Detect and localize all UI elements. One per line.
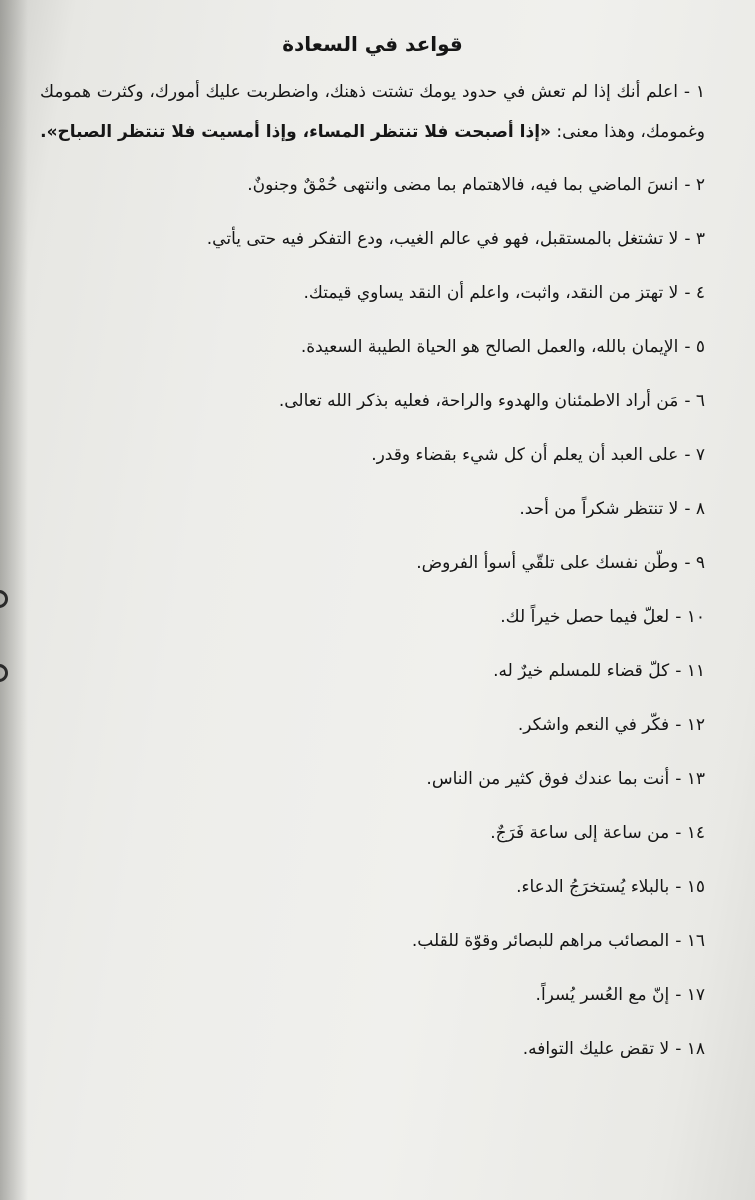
rule-quote: «إذا أصبحت فلا تنتظر المساء، وإذا أمسيت فلا تنتظر الصباح».: [40, 122, 551, 142]
rule-number: ٣ -: [684, 229, 705, 249]
rule-text: على العبد أن يعلم أن كل شيء بقضاء وقدر.: [371, 445, 679, 465]
rule-number: ٦ -: [684, 391, 705, 411]
rule-item: [40, 914, 705, 968]
rule-text: لا تنتظر شكراً من أحد.: [519, 499, 679, 519]
rule-number: ١٦ -: [675, 931, 705, 951]
rule-number: ١٨ -: [675, 1039, 705, 1059]
rule-item: [40, 320, 705, 374]
rule-text: لا تقض عليك التوافه.: [522, 1039, 670, 1059]
rule-item-1: [40, 72, 705, 152]
rules-list: [40, 158, 705, 1076]
rule-number: ٧ -: [684, 445, 705, 465]
rule-item: [40, 644, 705, 698]
rule-text: فكّر في النعم واشكر.: [517, 715, 670, 735]
rule-number: ٨ -: [684, 499, 705, 519]
rule-item: [40, 212, 705, 266]
rule-text: الإيمان بالله، والعمل الصالح هو الحياة الطيبة السعيدة.: [300, 337, 679, 357]
rule-number: ٤ -: [684, 283, 705, 303]
rule-item: [40, 536, 705, 590]
rule-number: ١٣ -: [675, 769, 705, 789]
rule-number: ٢ -: [684, 175, 705, 195]
rule-number: ٩ -: [684, 553, 705, 573]
rule-number: ١٧ -: [675, 985, 705, 1005]
rule-item: [40, 374, 705, 428]
rule-text: كلّ قضاء للمسلم خيرٌ له.: [493, 661, 670, 681]
rule-text: وطّن نفسك على تلقّي أسوأ الفروض.: [416, 553, 679, 573]
rule-item: [40, 968, 705, 1022]
rule-item: [40, 590, 705, 644]
rule-text: مَن أراد الاطمئنان والهدوء والراحة، فعليه بذكر الله تعالى.: [278, 391, 679, 411]
rule-item: [40, 806, 705, 860]
rule-text: أنت بما عندك فوق كثير من الناس.: [426, 769, 670, 789]
rule-text: لعلّ فيما حصل خيراً لك.: [500, 607, 670, 627]
rule-item: [40, 428, 705, 482]
rule-number: ٥ -: [684, 337, 705, 357]
rule-text: من ساعة إلى ساعة فَرَجٌ.: [490, 823, 670, 843]
rule-text: لا تهتز من النقد، واثبت، واعلم أن النقد يساوي قيمتك.: [303, 283, 679, 303]
rule-number: ١٤ -: [675, 823, 705, 843]
rule-item: [40, 1022, 705, 1076]
rule-number: ١ -: [683, 82, 705, 102]
rule-number: ١١ -: [675, 661, 705, 681]
rule-text: لا تشتغل بالمستقبل، فهو في عالم الغيب، ودع التفكر فيه حتى يأتي.: [206, 229, 679, 249]
rule-number: ١٢ -: [675, 715, 705, 735]
rule-number: ١٥ -: [675, 877, 705, 897]
page-title: قواعد في السعادة: [282, 32, 463, 56]
rule-text: انسَ الماضي بما فيه، فالاهتمام بما مضى وانتهى حُمْقٌ وجنونٌ.: [247, 175, 679, 195]
rule-item: [40, 860, 705, 914]
rule-item: [40, 482, 705, 536]
rule-text: إنّ مع العُسر يُسراً.: [535, 985, 670, 1005]
rule-number: ١٠ -: [675, 607, 705, 627]
book-page: [40, 30, 705, 1170]
rule-text: اعلم أنك إذا لم تعش في حدود يومك تشتت ذهنك، واضطربت عليك أمورك، وكثرت همومك وغمومك، وهذا معنى:: [40, 82, 705, 142]
rule-item: [40, 158, 705, 212]
rule-item: [40, 752, 705, 806]
rule-item: [40, 698, 705, 752]
rule-item: [40, 266, 705, 320]
rule-text: بالبلاء يُستخرَجُ الدعاء.: [516, 877, 670, 897]
rule-text: المصائب مراهم للبصائر وقوّة للقلب.: [411, 931, 670, 951]
